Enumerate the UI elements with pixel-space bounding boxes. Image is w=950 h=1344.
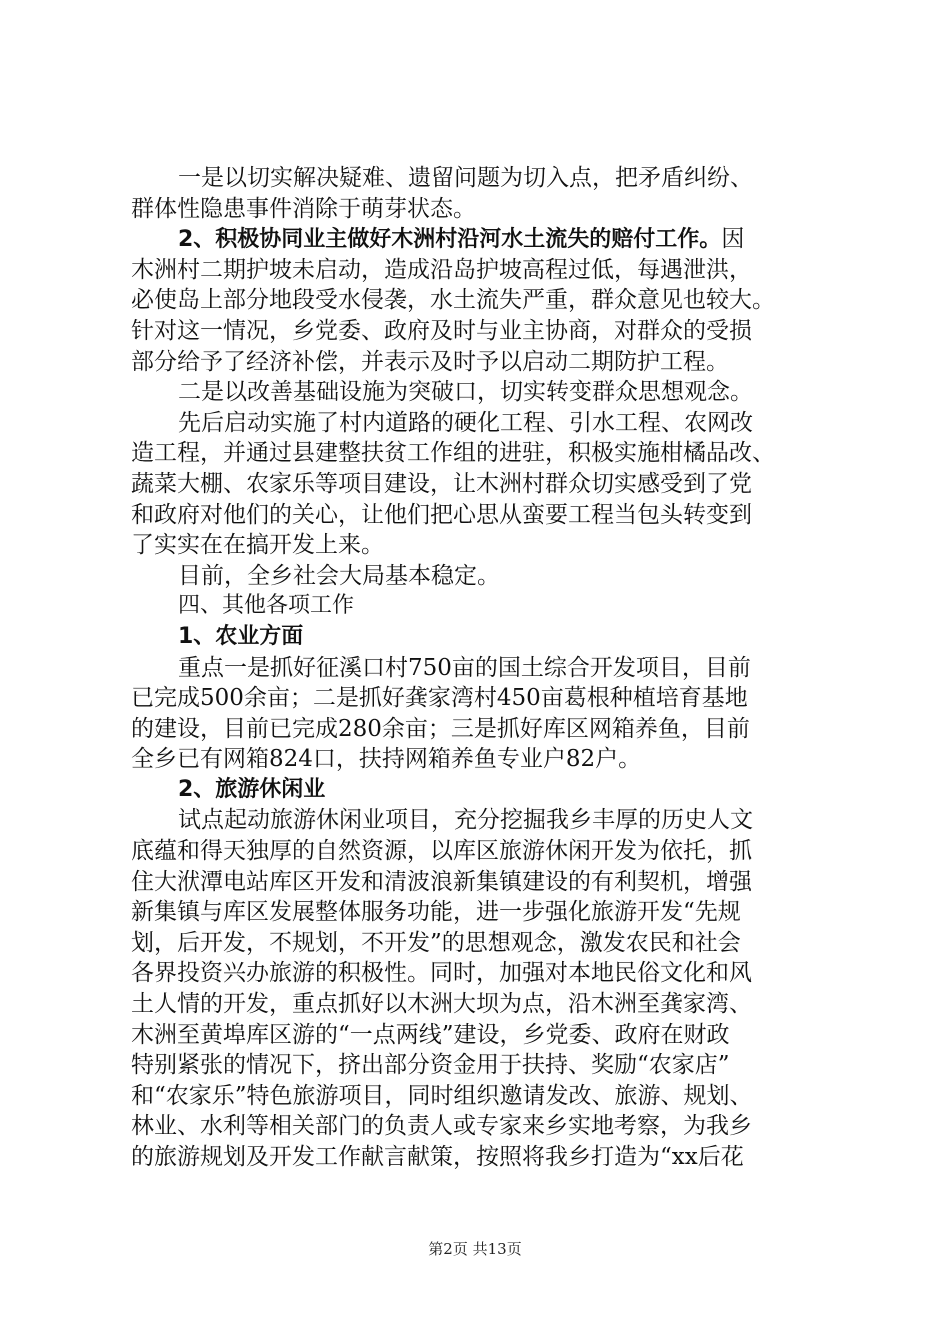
paragraph-line: 林业、水利等相关部门的负责人或专家来乡实地考察，为我乡 [131,1113,752,1140]
paragraph-line: 必使岛上部分地段受水侵袭，水土流失严重，群众意见也较大。 [131,287,775,314]
paragraph-line: 和政府对他们的关心，让他们把心思从蛮要工程当包头转变到 [131,501,752,528]
paragraph-line: 划，后开发，不规划，不开发”的思想观念，激发农民和社会 [131,929,741,956]
paragraph-line: 部分给予了经济补偿，并表示及时予以启动二期防护工程。 [131,348,729,375]
paragraph-line: 特别紧张的情况下，挤出部分资金用于扶持、奖励“农家店” [131,1052,730,1079]
page-number: 第2页 共13页 [428,1240,522,1258]
section-heading: 四、其他各项工作 [178,593,355,619]
paragraph-line: 全乡已有网箱824口，扶持网箱养鱼专业户82户。 [131,746,642,773]
subsection-heading: 1、农业方面 [178,623,304,649]
paragraph-line: 群体性隐患事件消除于萌芽状态。 [131,195,476,222]
paragraph-line: 已完成500余亩；二是抓好龚家湾村450亩葛根种植培育基地 [131,685,748,712]
paragraph-line: 底蕴和得天独厚的自然资源，以库区旅游休闲开发为依托，抓 [131,838,752,865]
paragraph-line: 了实实在在搞开发上来。 [131,532,384,559]
paragraph-line: 的旅游规划及开发工作献言献策，按照将我乡打造为“xx后花 [131,1144,744,1170]
subsection-heading: 2、旅游休闲业 [178,776,326,802]
paragraph-line: 土人情的开发，重点抓好以木洲大坝为点，沿木洲至龚家湾、 [131,991,752,1018]
paragraph-line: 一是以切实解决疑难、遗留问题为切入点，把矛盾纠纷、 [178,165,753,191]
subheading-line [131,224,823,255]
paragraph-line: 新集镇与库区发展整体服务功能，进一步强化旅游开发“先规 [131,899,741,926]
document-body [131,163,823,1173]
paragraph-line: 二是以改善基础设施为突破口，切实转变群众思想观念。 [178,379,753,406]
paragraph-line: 的建设，目前已完成280余亩；三是抓好库区网箱养鱼，目前 [131,715,750,742]
paragraph-line: 试点起动旅游休闲业项目，充分挖掘我乡丰厚的历史人文 [178,807,753,834]
page-footer [0,1238,950,1259]
paragraph-line: 蔬菜大棚、农家乐等项目建设，让木洲村群众切实感受到了党 [131,470,752,497]
paragraph-line: 针对这一情况，乡党委、政府及时与业主协商，对群众的受损 [131,317,752,344]
paragraph-line: 重点一是抓好征溪口村750亩的国土综合开发项目，目前 [178,654,751,681]
paragraph-line: 造工程，并通过县建整扶贫工作组的进驻，积极实施柑橘品改、 [131,440,775,467]
paragraph-line: 和“农家乐”特色旅游项目，同时组织邀请发改、旅游、规划、 [131,1082,753,1109]
paragraph-line: 住大洑潭电站库区开发和清波浪新集镇建设的有利契机，增强 [131,868,752,895]
paragraph-text: 因 [721,226,745,253]
paragraph-line: 各界投资兴办旅游的积极性。同时，加强对本地民俗文化和风 [131,960,752,987]
subheading-text: 2、积极协同业主做好木洲村沿河水土流失的赔付工作。 [178,227,722,253]
paragraph-line: 目前，全乡社会大局基本稳定。 [178,562,500,589]
paragraph-line: 木洲村二期护坡未启动，造成沿岛护坡高程过低，每遇泄洪， [131,256,752,283]
paragraph-line: 先后启动实施了村内道路的硬化工程、引水工程、农网改 [178,409,753,436]
paragraph-line: 木洲至黄埠库区游的“一点两线”建设，乡党委、政府在财政 [131,1021,730,1048]
